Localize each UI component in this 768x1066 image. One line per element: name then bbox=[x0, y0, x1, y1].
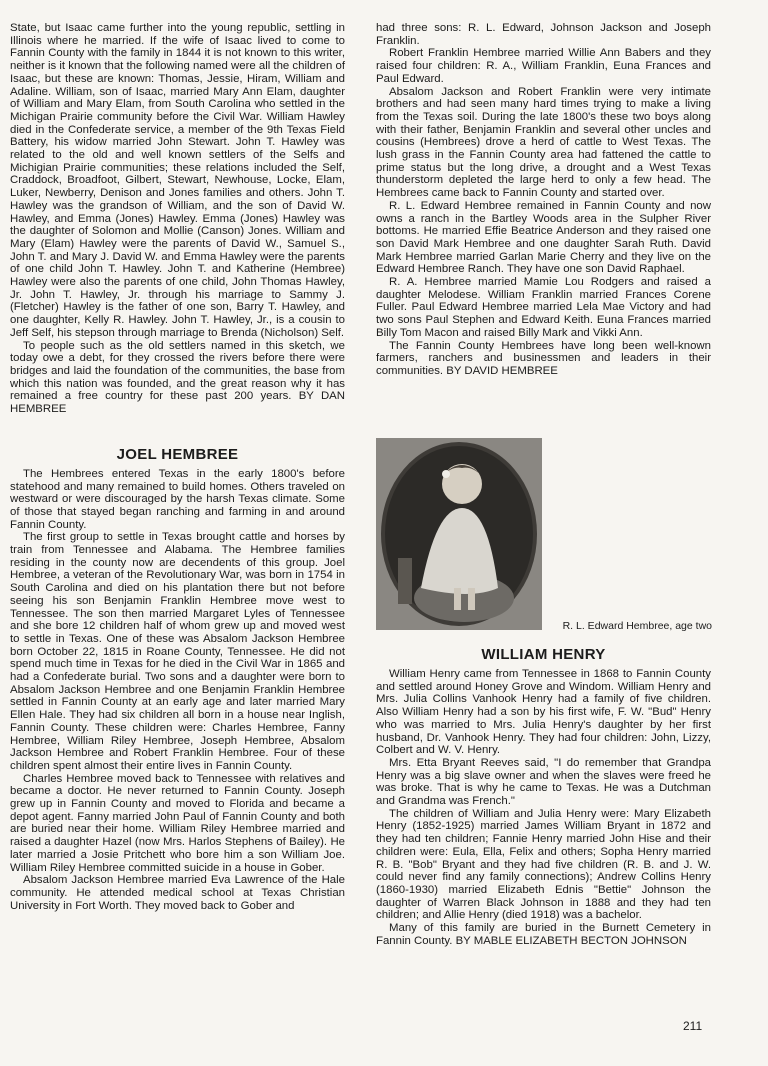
paragraph: The Fannin County Hembrees have long been well-known farmers, ranchers and businessmen and leaders in their communities. BY DAVID HEMBREE bbox=[376, 339, 711, 377]
paragraph: Many of this family are buried in the Burnett Cemetery in Fannin County. BY MABLE ELIZABETH BECTON JOHNSON bbox=[376, 922, 711, 947]
photo-figure bbox=[376, 438, 712, 632]
paragraph: To people such as the old settlers named in this sketch, we today owe a debt, for they crossed the rivers before there were bridges and laid the foundation of the communities, the base from which this nation was founded, and the great reason why it has remained a free country for these past 200 years. BY DAN HEMBREE bbox=[10, 339, 345, 416]
paragraph: The first group to settle in Texas brought cattle and horses by train from Tennessee and Alabama. The Hembree families residing in the county now are decendents of this group. Joel Hembree, a veteran of the Revolutionary War, was born in 1754 in South Carolina and died on his plantation there but not before seeing his son Benjamin Franklin Hembree move west to Tennessee. The son then married Margaret Lyles of Tennessee and she bore 12 children half of whom grew up and moved west to settle in Texas. One of these was Absalom Jackson Hembree born October 22, 1815 in Roane County, Tennessee. He did not spend much time in Texas for he died in the Civil War in 1865 and had a Confederate burial. Two sons and a daughter were born to Absalom Jackson Hembree and one Benjamin Franklin Hembree settled in Fannin County at an early age and later married Mary Ellen Hale. They had six children all born in a house near Inglish, Fannin County. These children were: Charles Hembree, Fanny Hembree, William Riley Hembree, Joseph Hembree, Absalom Jackson Hembree and Robert Franklin Hembree. Four of these children spent almost their entire lives in Fannin County. bbox=[10, 531, 345, 772]
paragraph: State, but Isaac came further into the young republic, settling in Illinois where he married. If the wife of Isaac lived to come to Fannin County with the family in 1844 it is not known to this writer, neither is it known that the following named were all the children of Isaac, but these are known: Thomas, Jessie, Hiram, William and Adaline. William, son of Isaac, married Mary Ann Elam, daughter of William and Mary Elam, from South Carolina who settled in the Michigan Prairie community before the Civil War. William Hawley died in the Confederate service, a member of the 9th Texas Field Battery, his widow married John Stewart. John T. Hawley was related to the old and well known settlers of the Selfs and Michigian Prairie communities; these relations included the Self, Craddock, Broadfoot, Gilbert, Stewart, Newhouse, Locke, Elam, Luker, Newberry, Denison and Jones families and others. John T. Hawley was the grandson of William, and the son of David W. Hawley, and Emma (Jones) Hawley. Emma (Jones) Hawley was the daughter of Solomon and Mollie (Canson) Jones. William and Mary (Elam) Hawley were the parents of David W., Samuel S., John T. and Mary J. David W. and Emma Hawley were the parents of one child John T. Hawley. John T. and Katherine (Hembree) Hawley were also the parents of one child, John Thomas Hawley, Jr. John T. Hawley, Jr. through his marriage to Sammy J. (Fletcher) Hawley is the father of one son, Barry T. Hawley, and one daughter, Kelly R. Hawley. John T. Hawley, Jr., is a cousin to Jeff Self, his stepson through marriage to Brenda (Nicholson) Self. bbox=[10, 22, 345, 339]
paragraph: Mrs. Etta Bryant Reeves said, "I do remember that Grandpa Henry was a big slave owner and when the slaves were freed he was broke. That is why he came to Texas. He was a Dutchman and Grandma was French." bbox=[376, 756, 711, 808]
paragraph: The Hembrees entered Texas in the early 1800's before statehood and many remained to build homes. Others traveled on westward or were discouraged by the harsh Texas climate. Some of those that stayed began ranching and farming in and around Fannin County. bbox=[10, 467, 345, 531]
section-heading-william-henry: WILLIAM HENRY bbox=[481, 646, 606, 663]
william-henry-section bbox=[376, 646, 711, 947]
paragraph: Robert Franklin Hembree married Willie Ann Babers and they raised four children: R. A., William Franklin, Euna Frances and Paul Edward. bbox=[376, 47, 711, 85]
left-column bbox=[10, 22, 345, 912]
paragraph: The children of William and Julia Henry were: Mary Elizabeth Henry (1852-1925) married James William Bryant in 1872 and they had ten children; Fannie Henry married John Hise and their children were: Eula, Ella, Felix and others; Sopha Henry married R. B. "Bob" Bryant and they had five children (R. B. and J. W. could never find any family connections); Andrew Collins Henry (1860-1930) married Elizabeth Ednis "Bettie" Johnson the daughter of Warren Black Johnson in 1888 and they had ten children; and Allie Henry (died 1918) was a bachelor. bbox=[376, 807, 711, 922]
photo-caption: R. L. Edward Hembree, age two bbox=[562, 620, 712, 632]
child-portrait-photo bbox=[376, 438, 542, 630]
page-number: 211 bbox=[683, 1019, 703, 1033]
paragraph: Absalom Jackson and Robert Franklin were very intimate brothers and had seen many hard times trying to make a living from the Texas soil. During the late 1800's these two boys along with their father, Benjamin Franklin and several other uncles and cousins (Hembrees) drove a herd of cattle to West Texas. The lush grass in the Fannin County area had fattened the cattle to prime status but the long drive, a drought and a West Texas thunderstorm depleted the large herd to only a few head. The Hembrees came back to Fannin County and started over. bbox=[376, 85, 711, 200]
paragraph: R. L. Edward Hembree remained in Fannin County and now owns a ranch in the Bartley Woods area in the Sulpher River bottoms. He married Effie Beatrice Anderson and they raised one son David Mark Hembree and one daughter Sarah Ruth. David Mark Hembree married Garlan Marie Cherry and they live on the Edward Hembree Ranch. They have one son David Raphael. bbox=[376, 199, 711, 276]
portrait-image bbox=[376, 438, 542, 630]
paragraph: Charles Hembree moved back to Tennessee with relatives and became a doctor. He never returned to Fannin County. Joseph grew up in Fannin County and moved to Florida and became a depot agent. Fanny married John Paul of Fannin County and both are buried near their home. William Riley Hembree married and raised a daughter Hazel (now Mrs. Harlos Stephens of Bailey). He later married a Josie Pritchett who bore him a son William Joe. William Riley Hembree committed suicide in a house in Gober. bbox=[10, 772, 345, 874]
paragraph: R. A. Hembree married Mamie Lou Rodgers and raised a daughter Melodese. William Franklin married Frances Corene Fuller. Paul Edward Hembree married Lela Mae Victory and had two sons Paul Stephen and Edward Keith. Euna Frances married Billy Tom Macon and raised Billy Mark and Vikki Ann. bbox=[376, 276, 711, 339]
paragraph: Absalom Jackson Hembree married Eva Lawrence of the Hale community. He attended medical school at Texas Christian University in Fort Worth. They moved back to Gober and bbox=[10, 874, 345, 912]
paragraph: William Henry came from Tennessee in 1868 to Fannin County and settled around Honey Grove and Windom. William Henry and Mrs. Julia Collins Vanhook Henry had a family of five children. Also William Henry had a son by his first wife, F. W. "Bud" Henry who was married to Mrs. Julia Henry's daughter by her first husband, Dr. Vanhook Henry. They had four children: John, Lizzy, Colbert and W. V. Henry. bbox=[376, 668, 711, 757]
section-heading-joel-hembree: JOEL HEMBREE bbox=[116, 445, 239, 463]
paragraph: had three sons: R. L. Edward, Johnson Jackson and Joseph Franklin. bbox=[376, 22, 711, 47]
